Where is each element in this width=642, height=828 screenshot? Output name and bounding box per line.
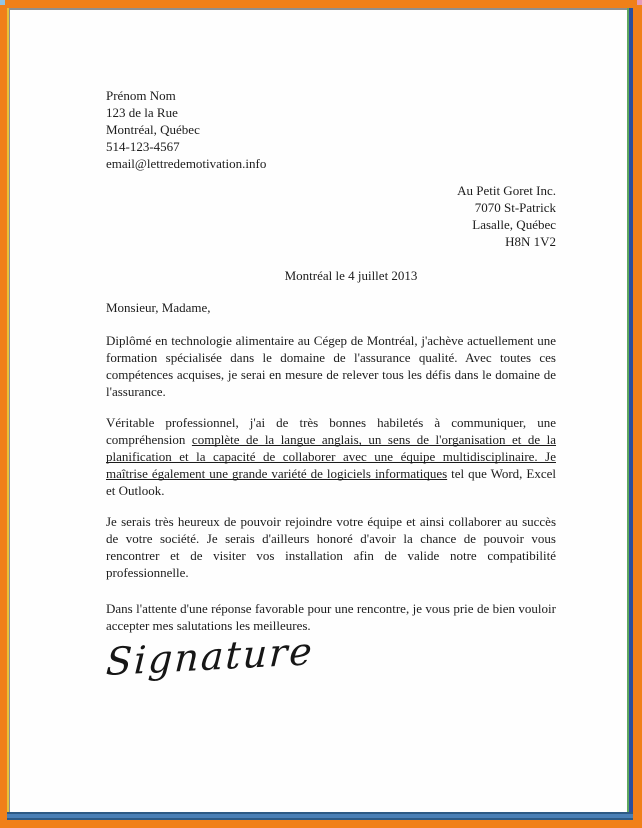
- recipient-postal-code: H8N 1V2: [505, 234, 556, 249]
- frame-corner-dot-top-left: [0, 0, 5, 5]
- recipient-street: 7070 St-Patrick: [474, 200, 556, 215]
- recipient-city: Lasalle, Québec: [472, 217, 556, 232]
- frame-bottom-line: [7, 812, 633, 820]
- sender-name: Prénom Nom: [106, 88, 176, 103]
- recipient-block: [106, 182, 556, 250]
- paragraph-skills-end: tel que Word, Excel et Outlook.: [106, 466, 556, 498]
- sender-city: Montréal, Québec: [106, 122, 200, 137]
- handwritten-signature: Signature: [104, 629, 315, 685]
- paragraph-skills: [106, 414, 556, 499]
- paragraph-motivation: Je serais très heureux de pouvoir rejoindre votre équipe et ainsi collaborer au succès de votre société. Je serais d'ailleurs honoré d'avoir la chance de pouvoir vous rencontrer et de visiter vos installation afin de valide notre compatibilité professionnelle.: [106, 514, 556, 580]
- sender-email: email@lettredemotivation.info: [106, 156, 267, 171]
- salutation: Monsieur, Madame,: [106, 300, 211, 315]
- letter-body: [104, 87, 557, 685]
- paragraph-skills-start: Véritable professionnel, j'ai de très bonnes habiletés à communiquer, une compréhension: [106, 415, 556, 447]
- sender-phone: 514-123-4567: [106, 139, 180, 154]
- sender-street: 123 de la Rue: [106, 105, 178, 120]
- frame-corner-dot-top-right: [637, 0, 642, 5]
- recipient-company: Au Petit Goret Inc.: [457, 183, 556, 198]
- sender-block: [106, 87, 556, 172]
- paragraph-introduction: Diplômé en technologie alimentaire au Cégep de Montréal, j'achève actuellement une formation spécialisée dans le domaine de l'assurance qualité. Avec toutes ces compétences acquises, je serai en mesure de relever tous les défis dans le domaine de l'assurance.: [106, 333, 556, 399]
- letter-page: [10, 10, 627, 812]
- paragraph-skills-underlined: complète de la langue anglais, un sens de l'organisation et de la planification et la capacité de collaborer avec une équipe multidisciplinaire. Je maîtrise également une grande variété de logiciels informatiques: [106, 432, 557, 481]
- paragraph-closing: Dans l'attente d'une réponse favorable pour une rencontre, je vous prie de bien vouloir accepter mes salutations les meilleures.: [106, 601, 556, 633]
- frame-right-line: [627, 8, 633, 812]
- date-line: Montréal le 4 juillet 2013: [284, 268, 418, 283]
